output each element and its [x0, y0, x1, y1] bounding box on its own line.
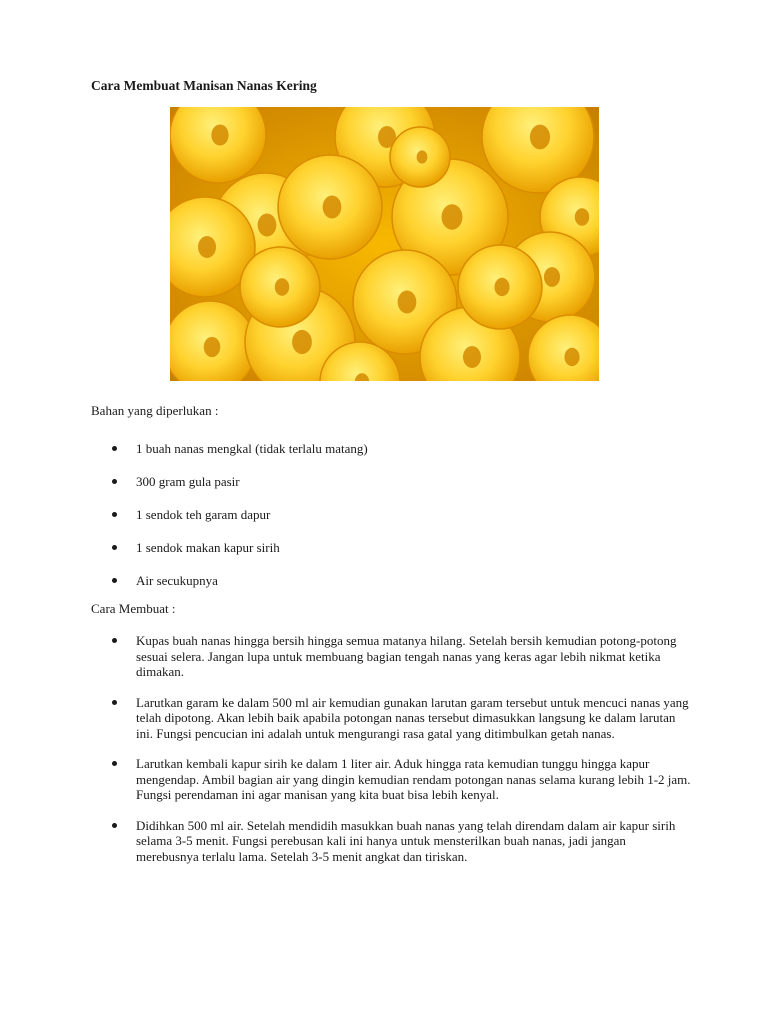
- pineapple-ring-hole: [575, 208, 589, 226]
- ingredient-item: 1 sendok teh garam dapur: [91, 507, 691, 523]
- pineapple-ring-hole: [463, 346, 481, 368]
- ingredient-item: 300 gram gula pasir: [91, 474, 691, 490]
- pineapple-ring-hole: [292, 330, 312, 354]
- pineapple-ring-hole: [494, 278, 509, 296]
- pineapple-ring-hole: [258, 214, 277, 237]
- dried-pineapple-photo: [170, 107, 599, 381]
- ingredient-item: 1 buah nanas mengkal (tidak terlalu matang): [91, 441, 691, 457]
- pineapple-ring-hole: [417, 150, 428, 163]
- step-item: Didihkan 500 ml air. Setelah mendidih masukkan buah nanas yang telah direndam dalam air kapur sirih selama 3-5 menit. Fungsi perebusan kali ini hanya untuk mensterilkan buah nanas, jadi jangan merebusnya terlalu lama. Setelah 3-5 menit angkat dan tiriskan.: [91, 818, 691, 865]
- ingredient-item: Air secukupnya: [91, 573, 691, 589]
- document-title: Cara Membuat Manisan Nanas Kering: [91, 78, 317, 93]
- steps-list: [91, 633, 691, 879]
- pineapple-ring-hole: [564, 348, 579, 366]
- pineapple-ring-hole: [323, 196, 342, 219]
- ingredients-heading: Bahan yang diperlukan :: [91, 403, 219, 418]
- pineapple-ring-hole: [275, 278, 289, 296]
- pineapple-ring-hole: [530, 125, 550, 150]
- pineapple-ring-hole: [204, 337, 221, 357]
- ingredient-item: 1 sendok makan kapur sirih: [91, 540, 691, 556]
- pineapple-ring-hole: [442, 204, 463, 230]
- pineapple-ring-hole: [398, 291, 417, 314]
- pineapple-ring-hole: [198, 236, 216, 258]
- pineapple-ring-hole: [544, 267, 560, 287]
- ingredients-list: [91, 441, 691, 606]
- step-item: Kupas buah nanas hingga bersih hingga semua matanya hilang. Setelah bersih kemudian potong-potong sesuai selera. Jangan lupa untuk membuang bagian tengah nanas yang keras agar lebih nikmat ketika dimakan.: [91, 633, 691, 680]
- pineapple-ring-hole: [211, 124, 228, 145]
- method-heading: Cara Membuat :: [91, 601, 176, 616]
- step-item: Larutkan kembali kapur sirih ke dalam 1 liter air. Aduk hingga rata kemudian tunggu hingga kapur mengendap. Ambil bagian air yang dingin kemudian rendam potongan nanas selama kurang lebih 1-2 jam. Fungsi perendaman ini agar manisan yang kita buat bisa lebih kenyal.: [91, 756, 691, 803]
- step-item: Larutkan garam ke dalam 500 ml air kemudian gunakan larutan garam tersebut untuk mencuci nanas yang telah dipotong. Akan lebih baik apabila potongan nanas tersebut dimasukkan langsung ke dalam larutan ini. Fungsi pencucian ini adalah untuk mengurangi rasa gatal yang ditimbulkan getah nanas.: [91, 695, 691, 742]
